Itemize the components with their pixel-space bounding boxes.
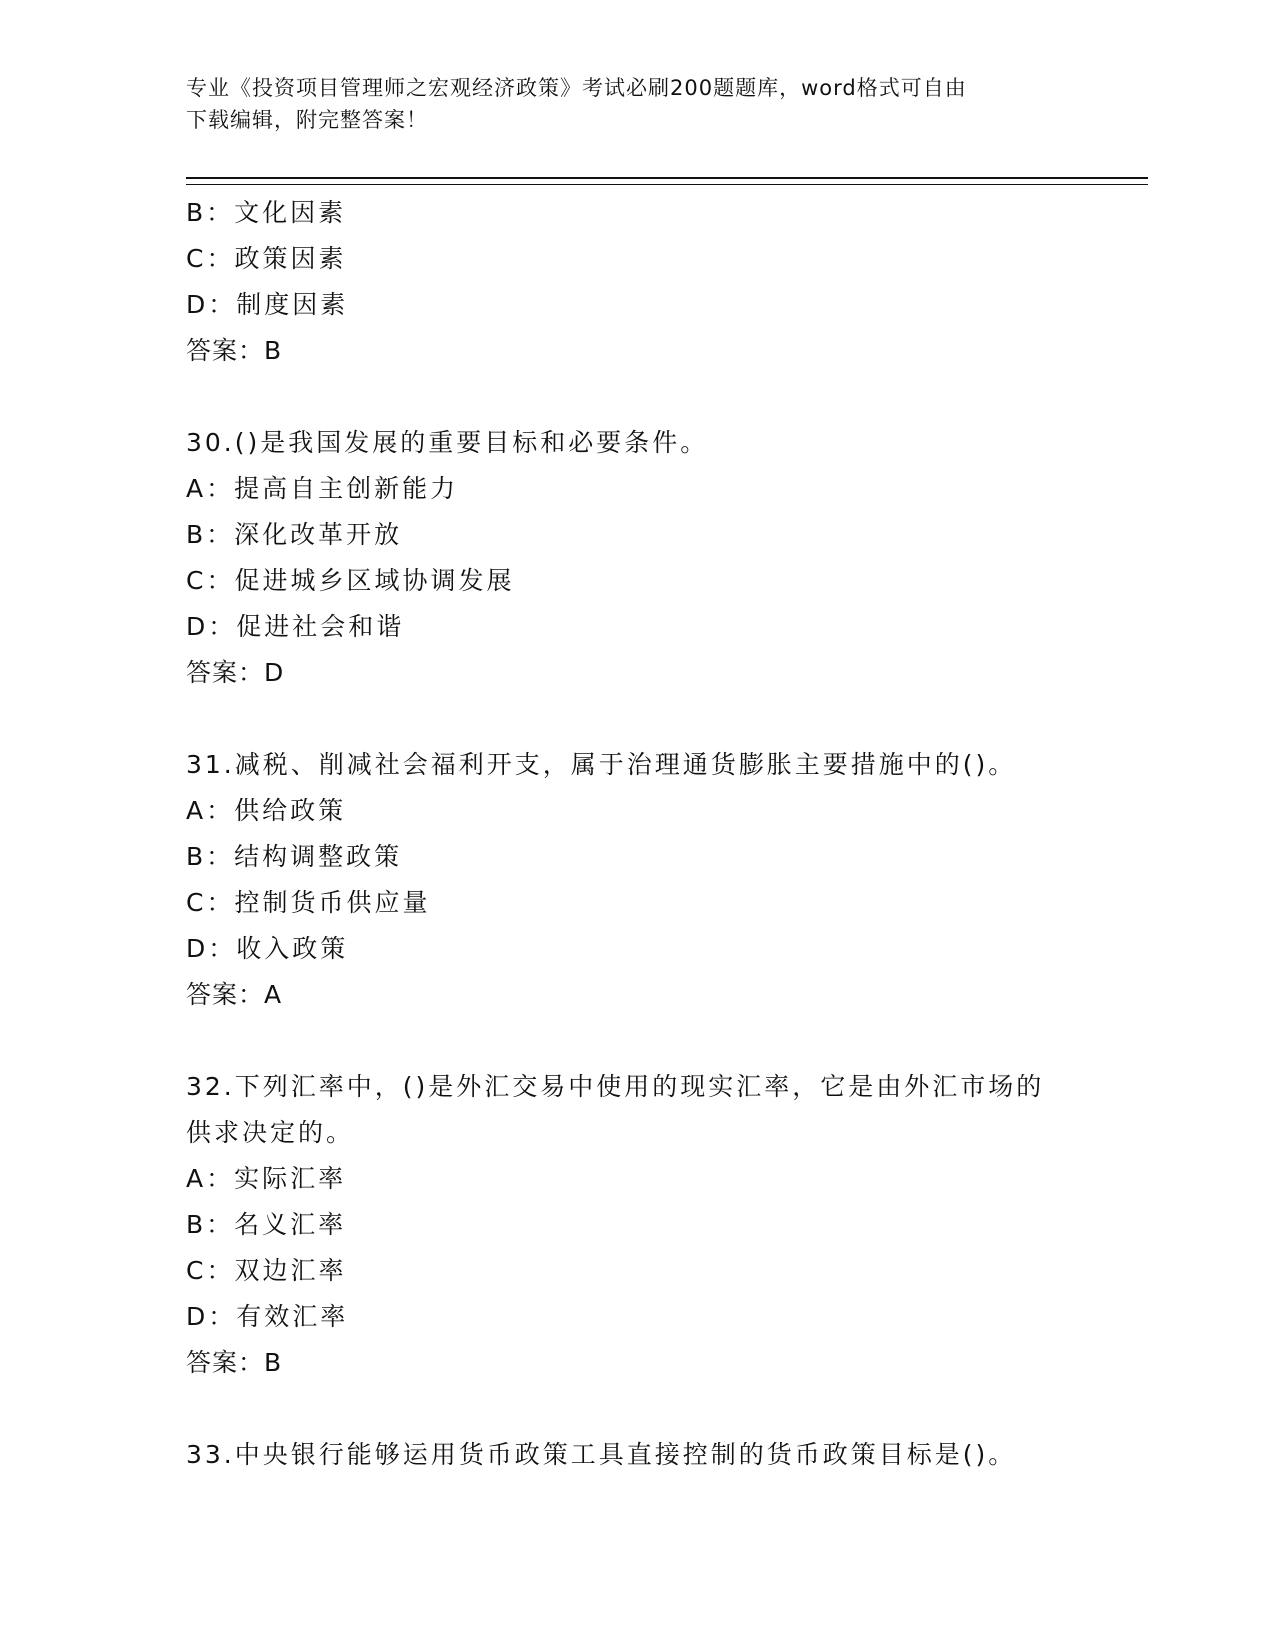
option-a: A：提高自主创新能力 <box>186 474 459 503</box>
question-stem: 31.减税、削减社会福利开支，属于治理通货膨胀主要措施中的()。 <box>186 750 1017 779</box>
option-b: B：深化改革开放 <box>186 520 403 549</box>
option-d: D：促进社会和谐 <box>186 612 405 641</box>
option-d: D：制度因素 <box>186 290 349 319</box>
question-stem: 30.()是我国发展的重要目标和必要条件。 <box>186 428 709 457</box>
question-33 <box>186 1432 1106 1478</box>
option-b: B：文化因素 <box>186 198 347 227</box>
question-stem-line-1: 32.下列汇率中，()是外汇交易中使用的现实汇率，它是由外汇市场的 <box>186 1072 1045 1101</box>
option-d: D：有效汇率 <box>186 1302 349 1331</box>
answer-line: 答案：D <box>186 658 285 687</box>
question-stem-line-2: 供求决定的。 <box>186 1118 355 1147</box>
option-a: A：实际汇率 <box>186 1164 347 1193</box>
answer-line: 答案：A <box>186 980 283 1009</box>
question-30 <box>186 420 1106 696</box>
question-29-tail <box>186 190 1106 374</box>
question-31 <box>186 742 1106 1018</box>
spacer <box>186 1386 1106 1432</box>
option-a: A：供给政策 <box>186 796 347 825</box>
question-stem: 33.中央银行能够运用货币政策工具直接控制的货币政策目标是()。 <box>186 1440 1017 1469</box>
spacer <box>186 696 1106 742</box>
spacer <box>186 374 1106 420</box>
option-d: D：收入政策 <box>186 934 349 963</box>
header-divider <box>186 177 1148 185</box>
header-title-line-1: 专业《投资项目管理师之宏观经济政策》考试必刷200题题库，word格式可自由 <box>186 76 967 100</box>
question-list <box>186 190 1106 1478</box>
option-c: C：促进城乡区域协调发展 <box>186 566 515 595</box>
header-title-line-2: 下载编辑，附完整答案！ <box>186 108 428 132</box>
option-c: C：政策因素 <box>186 244 347 273</box>
option-b: B：结构调整政策 <box>186 842 403 871</box>
spacer <box>186 1018 1106 1064</box>
document-header <box>186 72 1086 136</box>
option-c: C：双边汇率 <box>186 1256 347 1285</box>
answer-line: 答案：B <box>186 1348 283 1377</box>
option-b: B：名义汇率 <box>186 1210 347 1239</box>
answer-line: 答案：B <box>186 336 283 365</box>
question-32 <box>186 1064 1106 1386</box>
option-c: C：控制货币供应量 <box>186 888 431 917</box>
